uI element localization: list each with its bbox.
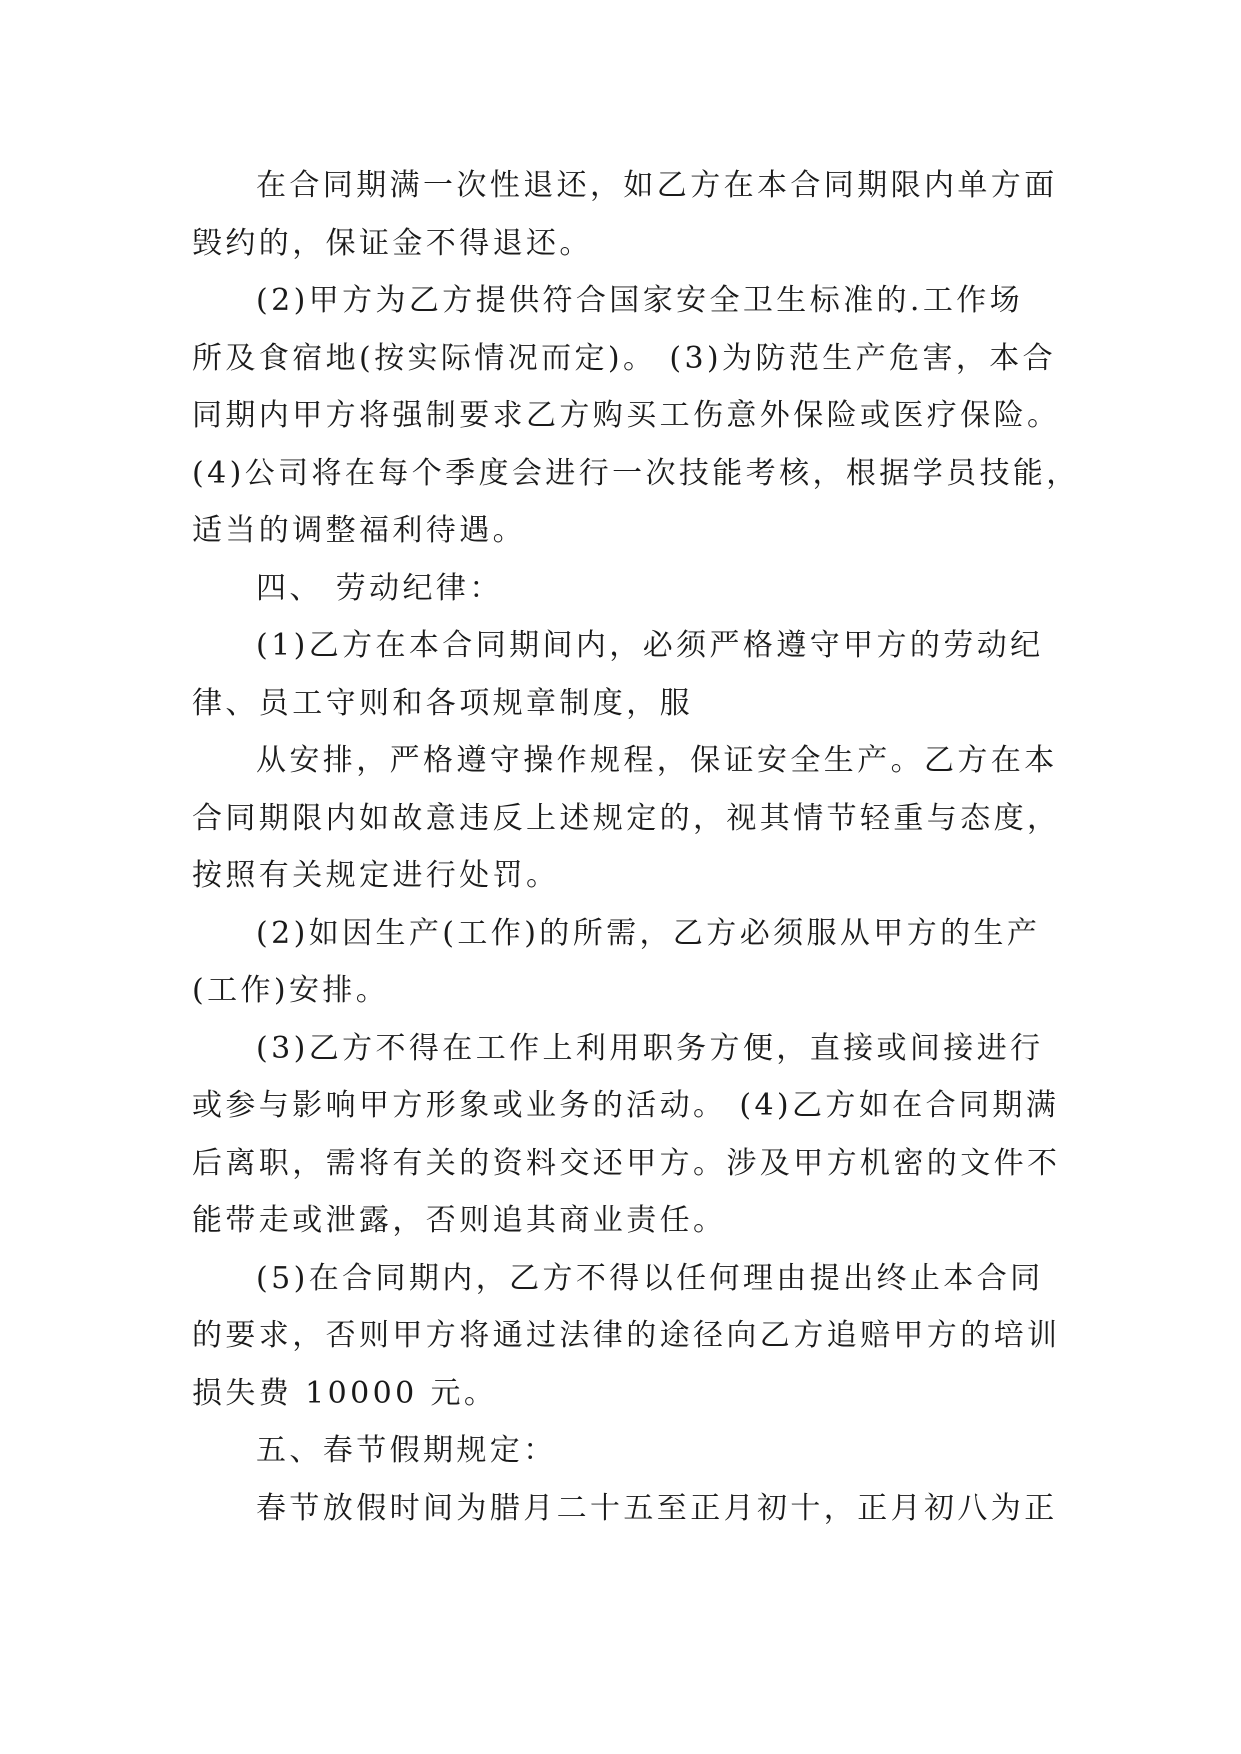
text-line: 合同期限内如故意违反上述规定的，视其情节轻重与态度， — [192, 800, 1061, 836]
text-line: 后离职，需将有关的资料交还甲方。涉及甲方机密的文件不 — [192, 1145, 1061, 1181]
text-line: 损失费 10000 元。 — [192, 1375, 498, 1411]
text-line: 毁约的，保证金不得退还。 — [192, 225, 593, 261]
contract-text — [192, 157, 1080, 1537]
text-line: 或参与影响甲方形象或业务的活动。 (4)乙方如在合同期满 — [192, 1088, 1060, 1123]
text-line: 同期内甲方将强制要求乙方购买工伤意外保险或医疗保险。 — [192, 398, 1061, 433]
text-line: 春节放假时间为腊月二十五至正月初十，正月初八为正 — [256, 1490, 1058, 1526]
text-line: (2)如因生产(工作)的所需，乙方必须服从甲方的生产 — [256, 915, 1041, 951]
section-heading: 五、春节假期规定： — [256, 1433, 557, 1468]
text-line: (工作)安排。 — [192, 973, 390, 1008]
text-line: 能带走或泄露，否则追其商业责任。 — [192, 1203, 727, 1238]
text-line: (1)乙方在本合同期间内，必须严格遵守甲方的劳动纪 — [256, 628, 1044, 663]
text-line: 适当的调整福利待遇。 — [192, 513, 526, 548]
text-line: 律、员工守则和各项规章制度，服 — [192, 685, 693, 721]
text-line: 按照有关规定进行处罚。 — [192, 858, 560, 893]
text-line: (4)公司将在每个季度会进行一次技能考核，根据学员技能， — [192, 455, 1080, 491]
text-line: 在合同期满一次性退还，如乙方在本合同期限内单方面 — [256, 168, 1058, 203]
section-heading: 四、 劳动纪律： — [256, 570, 503, 606]
text-line: (5)在合同期内，乙方不得以任何理由提出终止本合同 — [256, 1260, 1044, 1296]
text-line: (2)甲方为乙方提供符合国家安全卫生标准的.工作场 — [256, 283, 1024, 318]
text-line: (3)乙方不得在工作上利用职务方便，直接或间接进行 — [256, 1030, 1044, 1066]
text-line: 从安排，严格遵守操作规程，保证安全生产。乙方在本 — [256, 743, 1058, 778]
text-line: 所及食宿地(按实际情况而定)。 (3)为防范生产危害，本合 — [192, 340, 1057, 376]
text-line: 的要求，否则甲方将通过法律的途径向乙方追赔甲方的培训 — [192, 1318, 1061, 1353]
